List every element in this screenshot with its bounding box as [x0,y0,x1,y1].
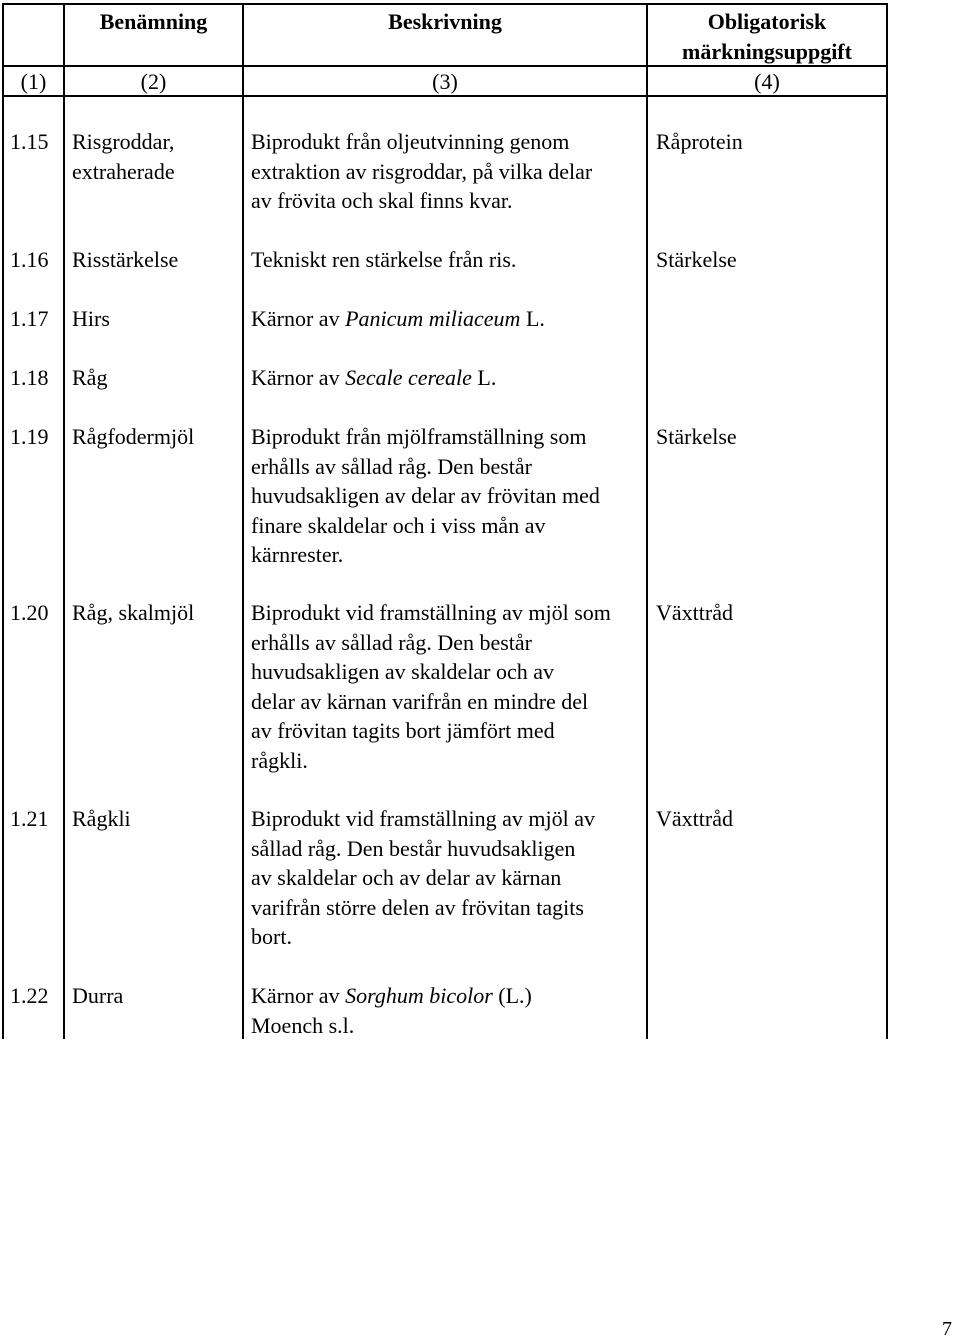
description-suffix: L. [520,306,545,331]
row-description [251,981,532,1040]
row-mandatory: Växttråd [656,806,733,831]
row-description [251,804,595,952]
description-suffix: (L.) [492,983,532,1008]
description-line: extraktion av risgroddar, på vilka delar [251,158,593,184]
row-description [251,127,592,216]
header-mandatory-line2: märkningsuppgift [682,39,852,64]
row-description: Tekniskt ren stärkelse från ris. [251,247,517,272]
description-line: Biprodukt vid framställning av mjöl av [251,806,596,831]
description-line: delar av kärnan varifrån en mindre del [251,688,589,714]
description-prefix: Kärnor av [251,983,346,1008]
description-line: Moench s.l. [251,1012,355,1038]
row-name: Risgroddar, [72,129,175,154]
column-divider-mandatory [646,3,648,1039]
row-name: Råg [72,365,108,390]
row-description [251,598,611,776]
row-number: 1.19 [10,424,49,449]
row-mandatory: Råprotein [656,129,743,154]
row-name: Rågfodermjöl [72,424,195,449]
description-line: av frövita och skal finns kvar. [251,188,513,214]
row-name: Durra [72,983,124,1008]
row-number: 1.22 [10,983,49,1008]
page-number: 7 [942,1318,952,1340]
row-mandatory: Växttråd [656,600,733,625]
species-name: Panicum miliaceum [345,306,521,331]
description-line: Biprodukt från mjölframställning som [251,424,587,449]
description-line: av skaldelar och av delar av kärnan [251,865,562,891]
description-suffix: L. [471,365,497,390]
description-line: huvudsakligen av skaldelar och av [251,659,555,685]
row-number: 1.15 [10,129,49,154]
column-number-4: (4) [754,69,780,94]
description-line: erhålls av sållad råg. Den består [251,453,532,479]
description-line: av frövitan tagits bort jämfört med [251,718,555,744]
column-number-1: (1) [20,69,47,94]
row-number: 1.18 [10,365,49,390]
header-mandatory-line1: Obligatorisk [707,9,827,34]
description-line: Biprodukt från oljeutvinning genom [251,129,570,154]
description-line: varifrån större delen av frövitan tagits [251,894,584,920]
row-description [251,363,496,393]
species-name: Sorghum bicolor [345,983,493,1008]
table-border-right [886,3,888,1039]
description-prefix: Kärnor av [251,306,346,331]
row-name: extraherade [72,159,175,184]
row-description [251,422,600,570]
column-number-2: (2) [140,69,167,94]
table-border-top [2,3,888,5]
description-prefix: Kärnor av [251,365,346,390]
row-name: Råg, skalmjöl [72,600,195,625]
table-border-left [2,3,4,1039]
description-line: rågkli. [251,747,308,773]
description-line: finare skaldelar och i viss mån av [251,512,546,538]
header-name: Benämning [99,9,208,34]
header-description: Beskrivning [388,9,502,34]
column-divider-name [63,3,65,1039]
description-line: kärnrester. [251,542,344,568]
species-name: Secale cereale [345,365,472,390]
row-number: 1.20 [10,600,49,625]
description-line: sållad råg. Den består huvudsakligen [251,835,576,861]
row-mandatory: Stärkelse [656,247,737,272]
row-number: 1.21 [10,806,49,831]
description-line: huvudsakligen av delar av frövitan med [251,483,600,509]
column-number-3: (3) [432,69,458,94]
row-number: 1.17 [10,306,49,331]
row-name: Rågkli [72,806,131,831]
row-name: Risstärkelse [72,247,179,272]
column-divider-description [242,3,244,1039]
description-line: bort. [251,924,292,950]
row-mandatory: Stärkelse [656,424,737,449]
description-line: erhålls av sållad råg. Den består [251,629,532,655]
description-line: Biprodukt vid framställning av mjöl som [251,600,611,625]
row-number: 1.16 [10,247,49,272]
description-line [251,981,532,1011]
row-name: Hirs [72,306,110,331]
row-description [251,304,545,334]
